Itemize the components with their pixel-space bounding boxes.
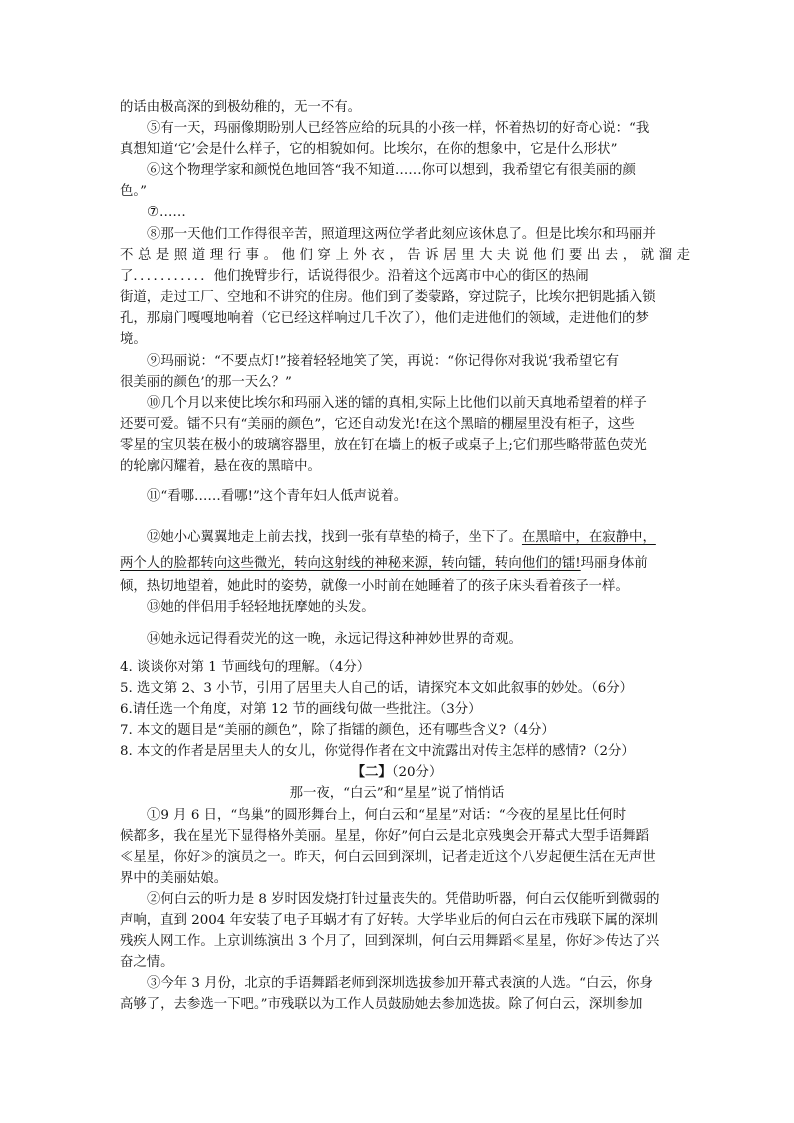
paragraph-8-line-6: 境。 [120,332,147,347]
part2-paragraph-2-line-4: 奋之情。 [120,955,174,970]
question-5: 5. 选文第 2、3 小节，引用了居里夫人自己的话，请探究本文如此叙事的妙处。（6分） [120,681,634,696]
paragraph-12-text-cont: 玛丽身体前 [580,556,648,571]
paragraph-11: ⑪“看哪……看哪!”这个青年妇人低声说着。 [147,489,408,504]
paragraph-6-line-2: 色。” [120,184,147,199]
paragraph-10-line-1: ⑩几个月以来使比埃尔和玛丽入迷的镭的真相,实际上比他们以前天真地希望着的样子 [147,396,647,411]
paragraph-12-line-1 [147,527,690,548]
paragraph-8-line-2: 不总是照道理行事。他们穿上外衣，告诉居里大夫说他们要出去，就溜走 [120,248,690,263]
paragraph-9-line-1: ⑨玛丽说：“不要点灯!”接着轻轻地笑了笑，再说：“你记得你对我说‘我希望它有 [147,354,620,369]
question-7: 7. 本文的题目是“美丽的颜色”，除了指镭的颜色，还有哪些含义?（4分） [120,723,555,738]
paragraph-8-line-1: ⑧那一天他们工作得很辛苦，照道理这两位学者此刻应该休息了。但是比埃尔和玛丽并 [147,227,656,242]
text-line: 的话由极高深的到极幼稚的，无一不有。 [120,100,362,115]
part2-paragraph-1-line-4: 界中的美丽姑娘。 [120,871,228,886]
paragraph-10-line-2: 还要可爱。镭不只有“美丽的颜色”，它还自动发光!在这个黑暗的棚屋里没有柜子，这些 [120,417,635,432]
part2-paragraph-3-line-2: 高够了，去参选一下吧。”市残联以为工作人员鼓励她去参加选拔。除了何白云，深圳参加 [120,997,643,1012]
article-title: 那一夜，“白云”和“星星”说了悄悄话 [289,786,505,801]
paragraph-13: ⑬她的伴侣用手轻轻地抚摩她的头发。 [147,600,375,615]
paragraph-12-line-3: 倾，热切地望着，她此时的姿势，就像一小时前在她睡着了的孩子床头看着孩子一样。 [120,579,629,594]
paragraph-12-line-2 [120,553,690,574]
paragraph-6-line-1: ⑥这个物理学家和颜悦色地回答“我不知道……你可以想到，我希望它有很美丽的颜 [147,163,636,178]
paragraph-12-underlined-sentence: 两个人的脸都转向这些微光，转向这射线的神秘来源，转向镭，转向他们的镭! [120,556,581,571]
paragraph-5-line-2: 真想知道‘它’会是什么样子，它的相貌如何。比埃尔，在你的想象中，它是什么形状” [120,142,618,157]
question-4: 4. 谈谈你对第 1 节画线句的理解。（4分） [120,660,371,675]
paragraph-14: ⑭她永远记得看荧光的这一晚，永远记得这种神妙世界的奇观。 [147,632,522,647]
paragraph-12-text: ⑫她小心翼翼地走上前去找，找到一张有草垫的椅子，坐下了。 [147,530,522,545]
paragraph-12-underlined-start: 在黑暗中，在寂静中， [521,530,656,545]
paragraph-5-line-1: ⑤有一天，玛丽像期盼别人已经答应给的玩具的小孩一样，怀着热切的好奇心说：“我 [147,121,650,136]
section-points: （20分） [391,765,443,780]
part2-paragraph-2-line-1: ②何白云的听力是 8 岁时因发烧打针过量丧失的。凭借助听器，何白云仅能听到微弱的 [147,892,660,907]
paragraph-8-line-5: 孔，那扇门嘎嘎地响着（它已经这样响过几千次了），他们走进他们的领域，走进他们的梦 [120,311,649,326]
paragraph-10-line-3: 零星的宝贝装在极小的玻璃容器里，放在钉在墙上的板子或桌子上;它们那些略带蓝色荧光 [120,438,647,453]
part2-paragraph-2-line-3: 残疾人网工作。上京训练演出 3 个月了，回到深圳，何白云用舞蹈≪星星，你好≫传达了兴 [120,934,660,949]
paragraph-10-line-4: 的轮廓闪耀着，悬在夜的黑暗中。 [120,459,321,474]
section-heading [0,762,794,783]
part2-paragraph-2-line-2: 声响，直到 2004 年安装了电子耳蜗才有了好转。大学毕业后的何白云在市残联下属的深圳 [120,913,659,928]
paragraph-7: ⑦…… [147,205,186,220]
question-8: 8. 本文的作者是居里夫人的女儿，你觉得作者在文中流露出对传主怎样的感情?（2分） [120,744,635,759]
paragraph-8-line-3: 了．．．．．．．．．．．他们挽臂步行，话说得很少。沿着这个远离市中心的街区的热闹 [120,269,589,284]
part2-paragraph-1-line-2: 候都多，我在星光下显得格外美丽。星星，你好”何白云是北京残奥会开幕式大型手语舞蹈 [120,829,650,844]
paragraph-9-line-2: 很美丽的颜色’的那一天么？” [120,375,292,390]
question-6: 6.请任选一个角度，对第 12 节的画线句做一些批注。（3分） [120,702,482,717]
paragraph-8-line-4: 街道，走过工厂、空地和不讲究的住房。他们到了娄蒙路，穿过院子，比埃尔把钥匙插入锁 [120,290,656,305]
part2-paragraph-1-line-3: ≪星星，你好≫的演员之一。昨天，何白云回到深圳，记者走近这个八岁起便生活在无声世 [120,850,656,865]
section-label: 【二】 [351,764,392,780]
part2-paragraph-1-line-1: ①9 月 6 日，“鸟巢”的圆形舞台上，何白云和“星星”对话：“今夜的星星比任何时 [147,808,627,823]
part2-paragraph-3-line-1: ③今年 3 月份，北京的手语舞蹈老师到深圳选拔参加开幕式表演的人选。“白云，你身 [147,976,653,991]
